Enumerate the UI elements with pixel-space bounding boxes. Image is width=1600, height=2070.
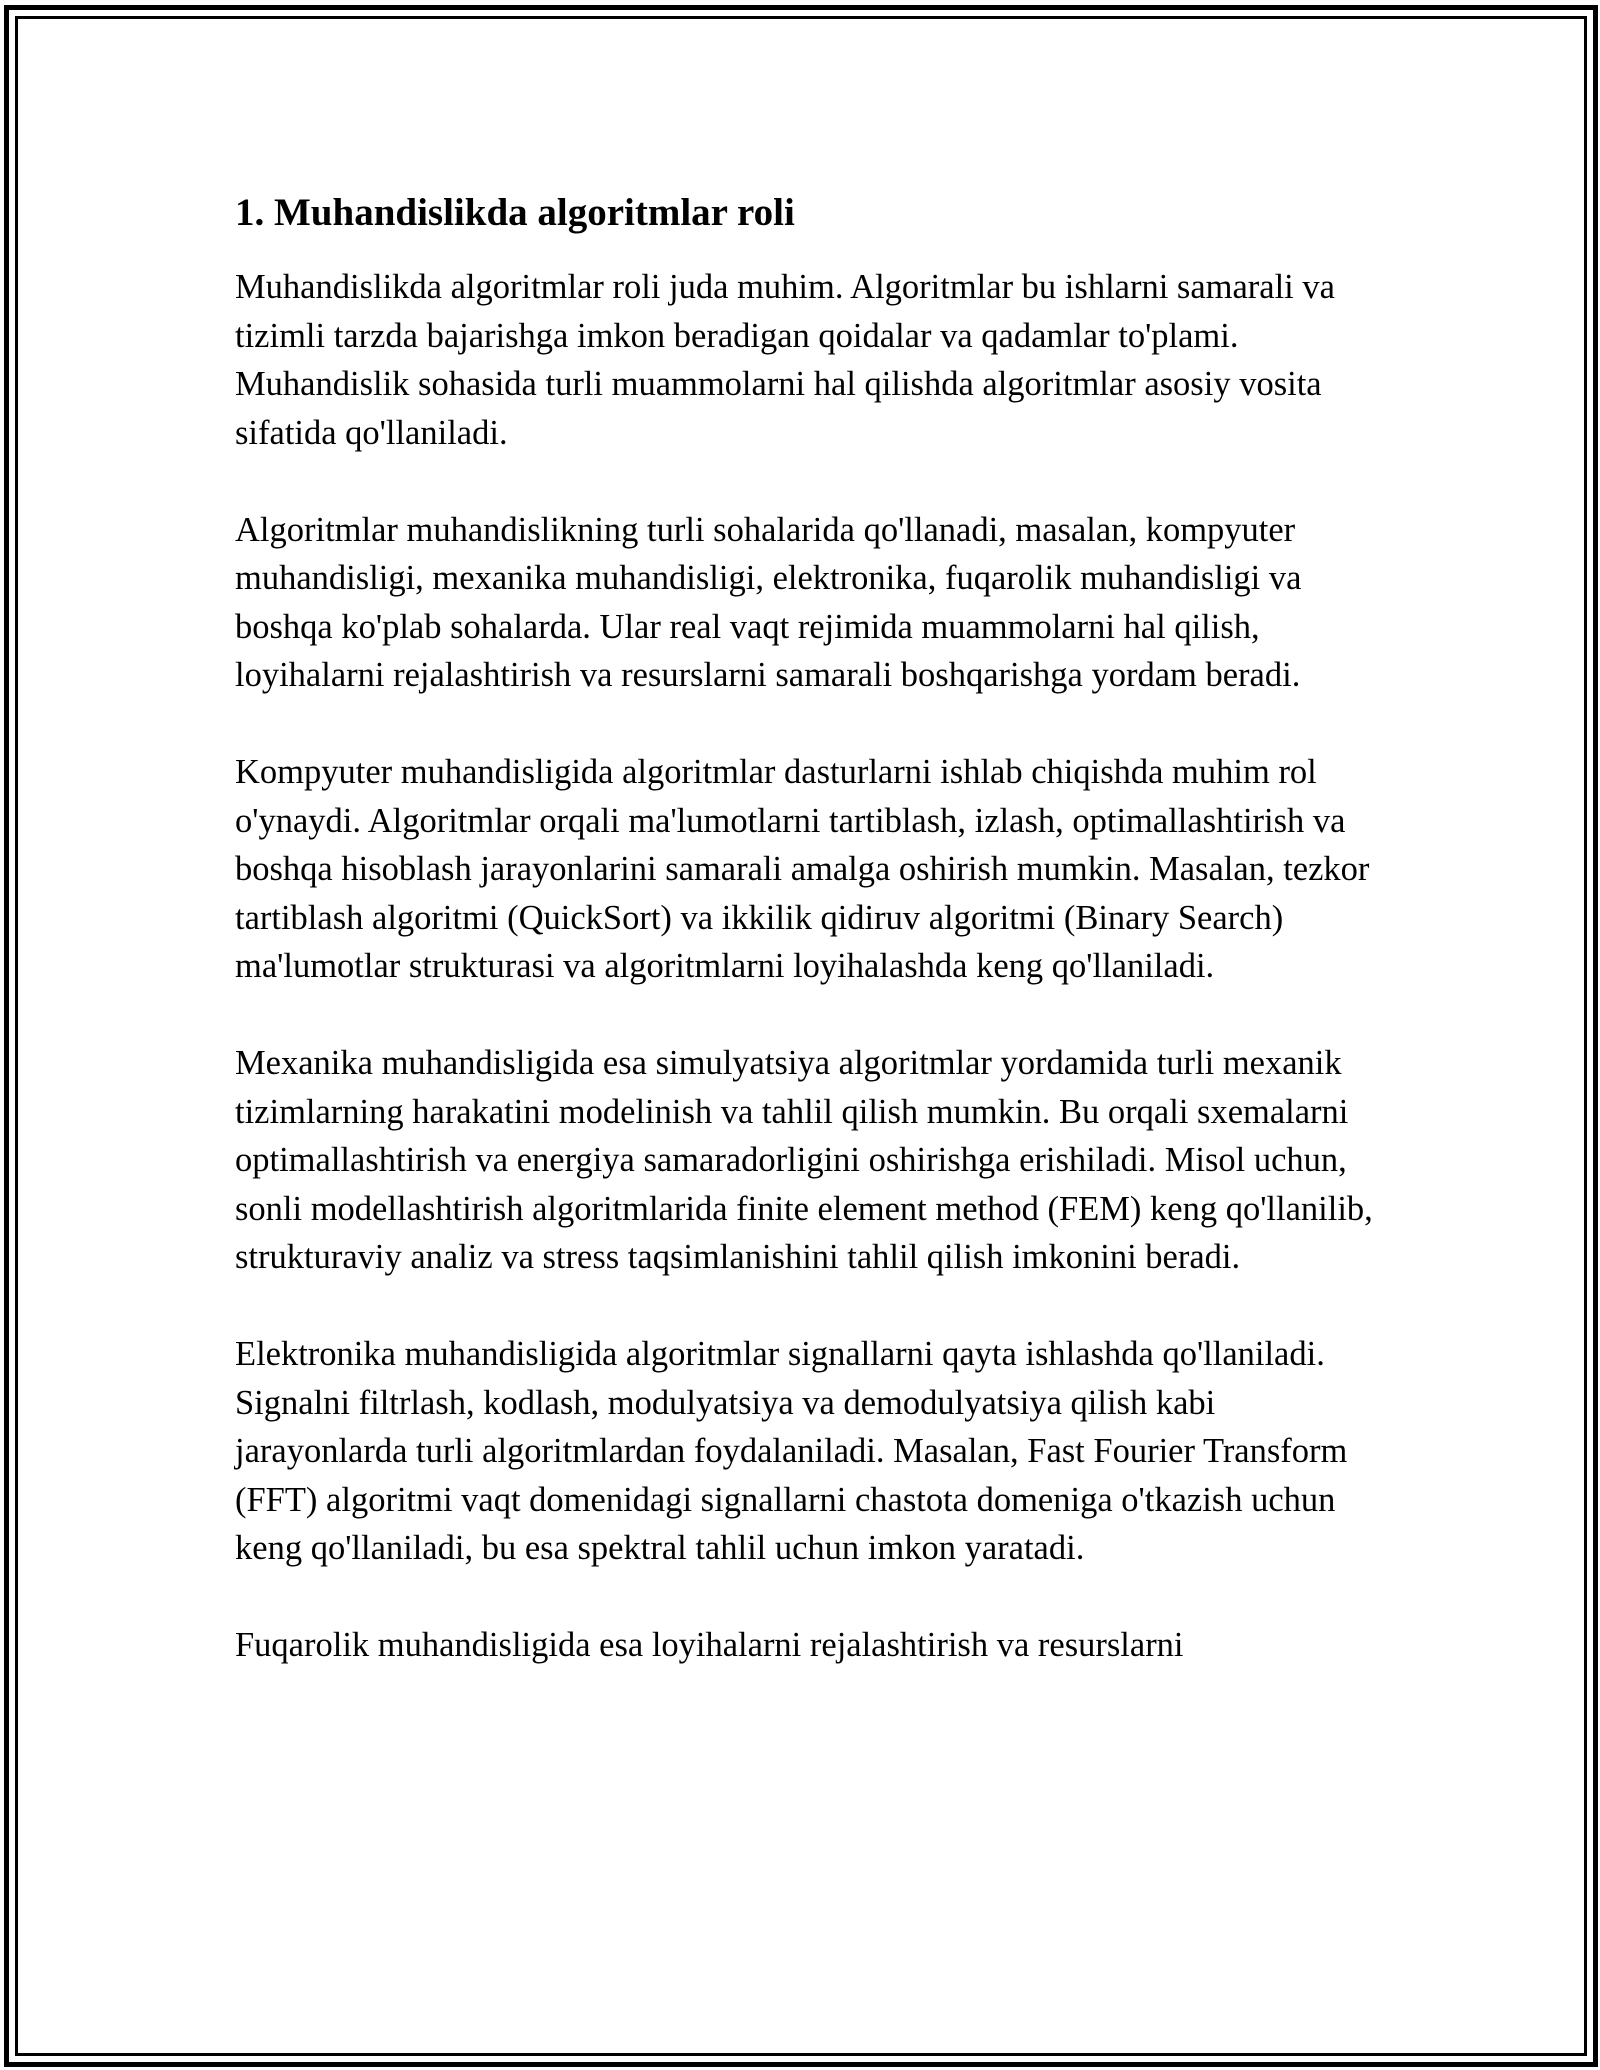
- paragraph-mechanical-engineering: Mexanika muhandisligida esa simulyatsiya algoritmlar yordamida turli mexanik tizimlarning harakatini modelinish va tahlil qilish mumkin. Bu orqali sxemalarni optimallashtirish va energiya samaradorligini oshirishga erishiladi. Misol uchun, sonli modellashtirish algoritmlarida finite element method (FEM) keng qo'llanilib, strukturaviy analiz va stress taqsimlanishini tahlil qilish imkonini beradi.: [235, 1044, 1373, 1276]
- paragraph-intro: Muhandislikda algoritmlar roli juda muhim. Algoritmlar bu ishlarni samarali va tizimli tarzda bajarishga imkon beradigan qoidalar va qadamlar to'plami. Muhandislik sohasida turli muammolarni hal qilishda algoritmlar asosiy vosita sifatida qo'llaniladi.: [235, 268, 1335, 452]
- section-heading: 1. Muhandislikda algoritmlar roli: [235, 191, 795, 234]
- paragraph-civil-engineering: Fuqarolik muhandisligida esa loyihalarni rejalashtirish va resurslarni: [235, 1626, 1184, 1664]
- document-body: [235, 187, 1390, 1718]
- paragraph-computer-engineering: Kompyuter muhandisligida algoritmlar dasturlarni ishlab chiqishda muhim rol o'ynaydi. Algoritmlar orqali ma'lumotlarni tartiblash, izlash, optimallashtirish va boshqa hisoblash jarayonlarini samarali amalga oshirish mumkin. Masalan, tezkor tartiblash algoritmi (QuickSort) va ikkilik qidiruv algoritmi (Binary Search) ma'lumotlar strukturasi va algoritmlarni loyihalashda keng qo'llaniladi.: [235, 753, 1370, 985]
- paragraph-electronics: Elektronika muhandisligida algoritmlar signallarni qayta ishlashda qo'llaniladi. Signalni filtrlash, kodlash, modulyatsiya va demodulyatsiya qilish kabi jarayonlarda turli algoritmlardan foydalaniladi. Masalan, Fast Fourier Transform (FFT) algoritmi vaqt domenidagi signallarni chastota domeniga o'tkazish uchun keng qo'llaniladi, bu esa spektral tahlil uchun imkon yaratadi.: [235, 1335, 1348, 1567]
- paragraph-application-areas: Algoritmlar muhandislikning turli sohalarida qo'llanadi, masalan, kompyuter muhandisligi, mexanika muhandisligi, elektronika, fuqarolik muhandisligi va boshqa ko'plab sohalarda. Ular real vaqt rejimida muammolarni hal qilish, loyihalarni rejalashtirish va resurslarni samarali boshqarishga yordam beradi.: [235, 510, 1302, 694]
